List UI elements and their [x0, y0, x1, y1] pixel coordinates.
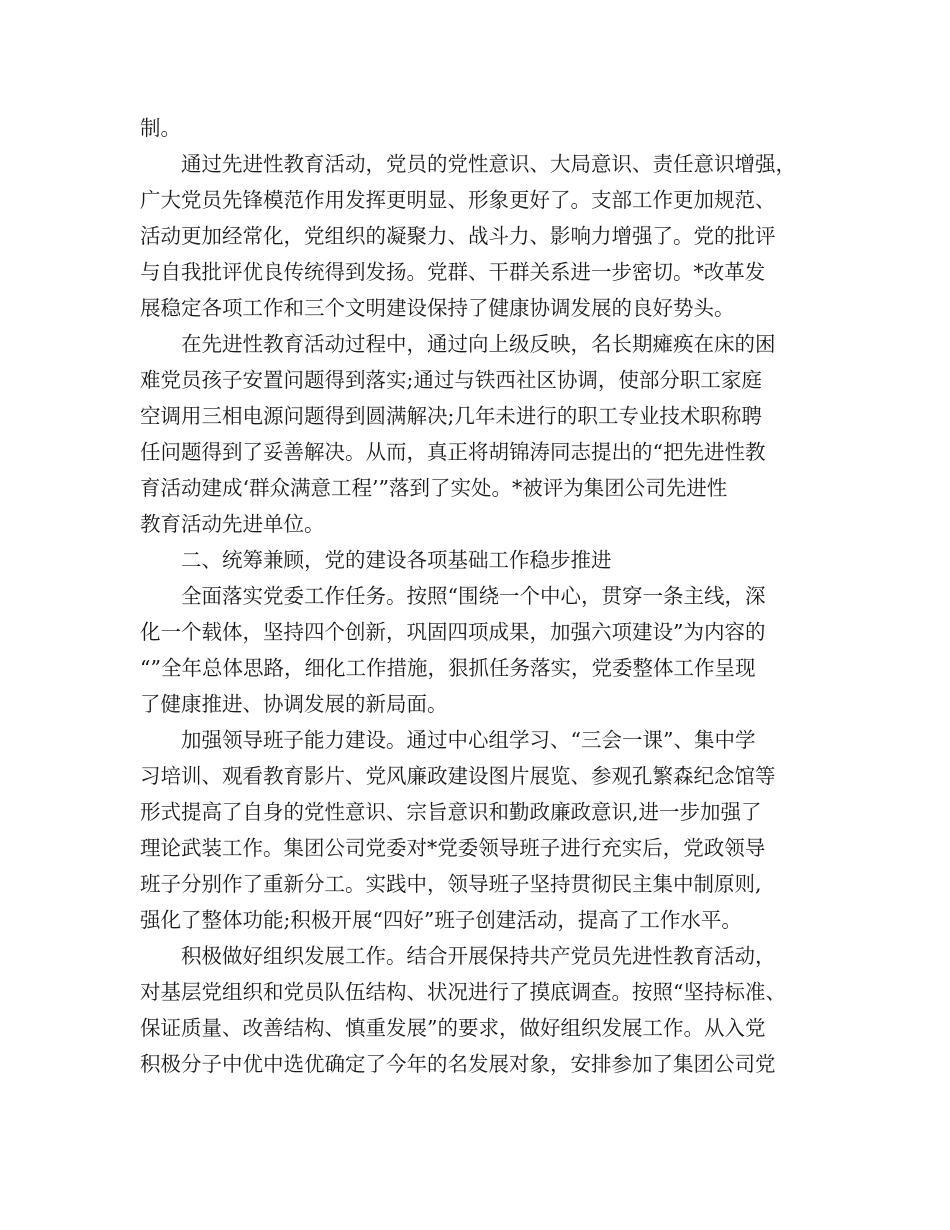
text-line: 展稳定各项工作和三个文明建设保持了健康协调发展的良好势头。 [140, 296, 735, 320]
text-line: 广大党员先锋模范作用发挥更明显、形象更好了。支部工作更加规范、 [140, 188, 776, 212]
text-line: 通过先进性教育活动，党员的党性意识、大局意识、责任意识增强， [181, 152, 796, 176]
text-line: 全面落实党委工作任务。按照“围绕一个中心，贯穿一条主线，深 [181, 584, 766, 608]
text-line: “”全年总体思路，细化工作措施，狠抓任务落实，党委整体工作呈现 [140, 656, 756, 680]
text-line: 空调用三相电源问题得到圆满解决;几年未进行的职工专业技术职称聘 [140, 404, 762, 428]
text-line: 积极分子中优中选优确定了今年的名发展对象，安排参加了集团公司党 [140, 1052, 776, 1076]
text-line: 活动更加经常化，党组织的凝聚力、战斗力、影响力增强了。党的批评 [140, 224, 776, 248]
text-line: 积极做好组织发展工作。结合开展保持共产党员先进性教育活动， [181, 944, 776, 968]
text-line: 教育活动先进单位。 [140, 512, 325, 536]
text-line: 对基层党组织和党员队伍结构、状况进行了摸底调查。按照“坚持标准、 [140, 980, 786, 1004]
text-line: 了健康推进、协调发展的新局面。 [140, 692, 448, 716]
text-line: 强化了整体功能;积极开展“四好”班子创建活动，提高了工作水平。 [140, 908, 742, 932]
text-line: 与自我批评优良传统得到发扬。党群、干群关系进一步密切。*改革发 [140, 260, 766, 284]
text-line: 制。 [140, 116, 181, 140]
text-line: 任问题得到了妥善解决。从而，真正将胡锦涛同志提出的“把先进性教 [140, 440, 766, 464]
text-line: 形式提高了自身的党性意识、宗旨意识和勤政廉政意识,进一步加强了 [140, 800, 762, 824]
text-line: 在先进性教育活动过程中，通过向上级反映，名长期瘫痪在床的困 [181, 332, 776, 356]
text-line: 班子分别作了重新分工。实践中，领导班子坚持贯彻民主集中制原则, [140, 872, 762, 896]
text-line: 理论武装工作。集团公司党委对*党委领导班子进行充实后，党政领导 [140, 836, 766, 860]
text-line: 加强领导班子能力建设。通过中心组学习、“三会一课”、集中学 [181, 728, 756, 752]
text-line: 化一个载体，坚持四个创新，巩固四项成果，加强六项建设”为内容的 [140, 620, 766, 644]
section-heading: 二、统筹兼顾，党的建设各项基础工作稳步推进 [181, 548, 612, 572]
text-line: 习培训、观看教育影片、党风廉政建设图片展览、参观孔繁森纪念馆等 [140, 764, 776, 788]
text-line: 育活动建成‘群众满意工程’”落到了实处。*被评为集团公司先进性 [140, 476, 728, 500]
text-line: 保证质量、改善结构、慎重发展”的要求，做好组织发展工作。从入党 [140, 1016, 766, 1040]
text-line: 难党员孩子安置问题得到落实;通过与铁西社区协调，使部分职工家庭 [140, 368, 762, 392]
